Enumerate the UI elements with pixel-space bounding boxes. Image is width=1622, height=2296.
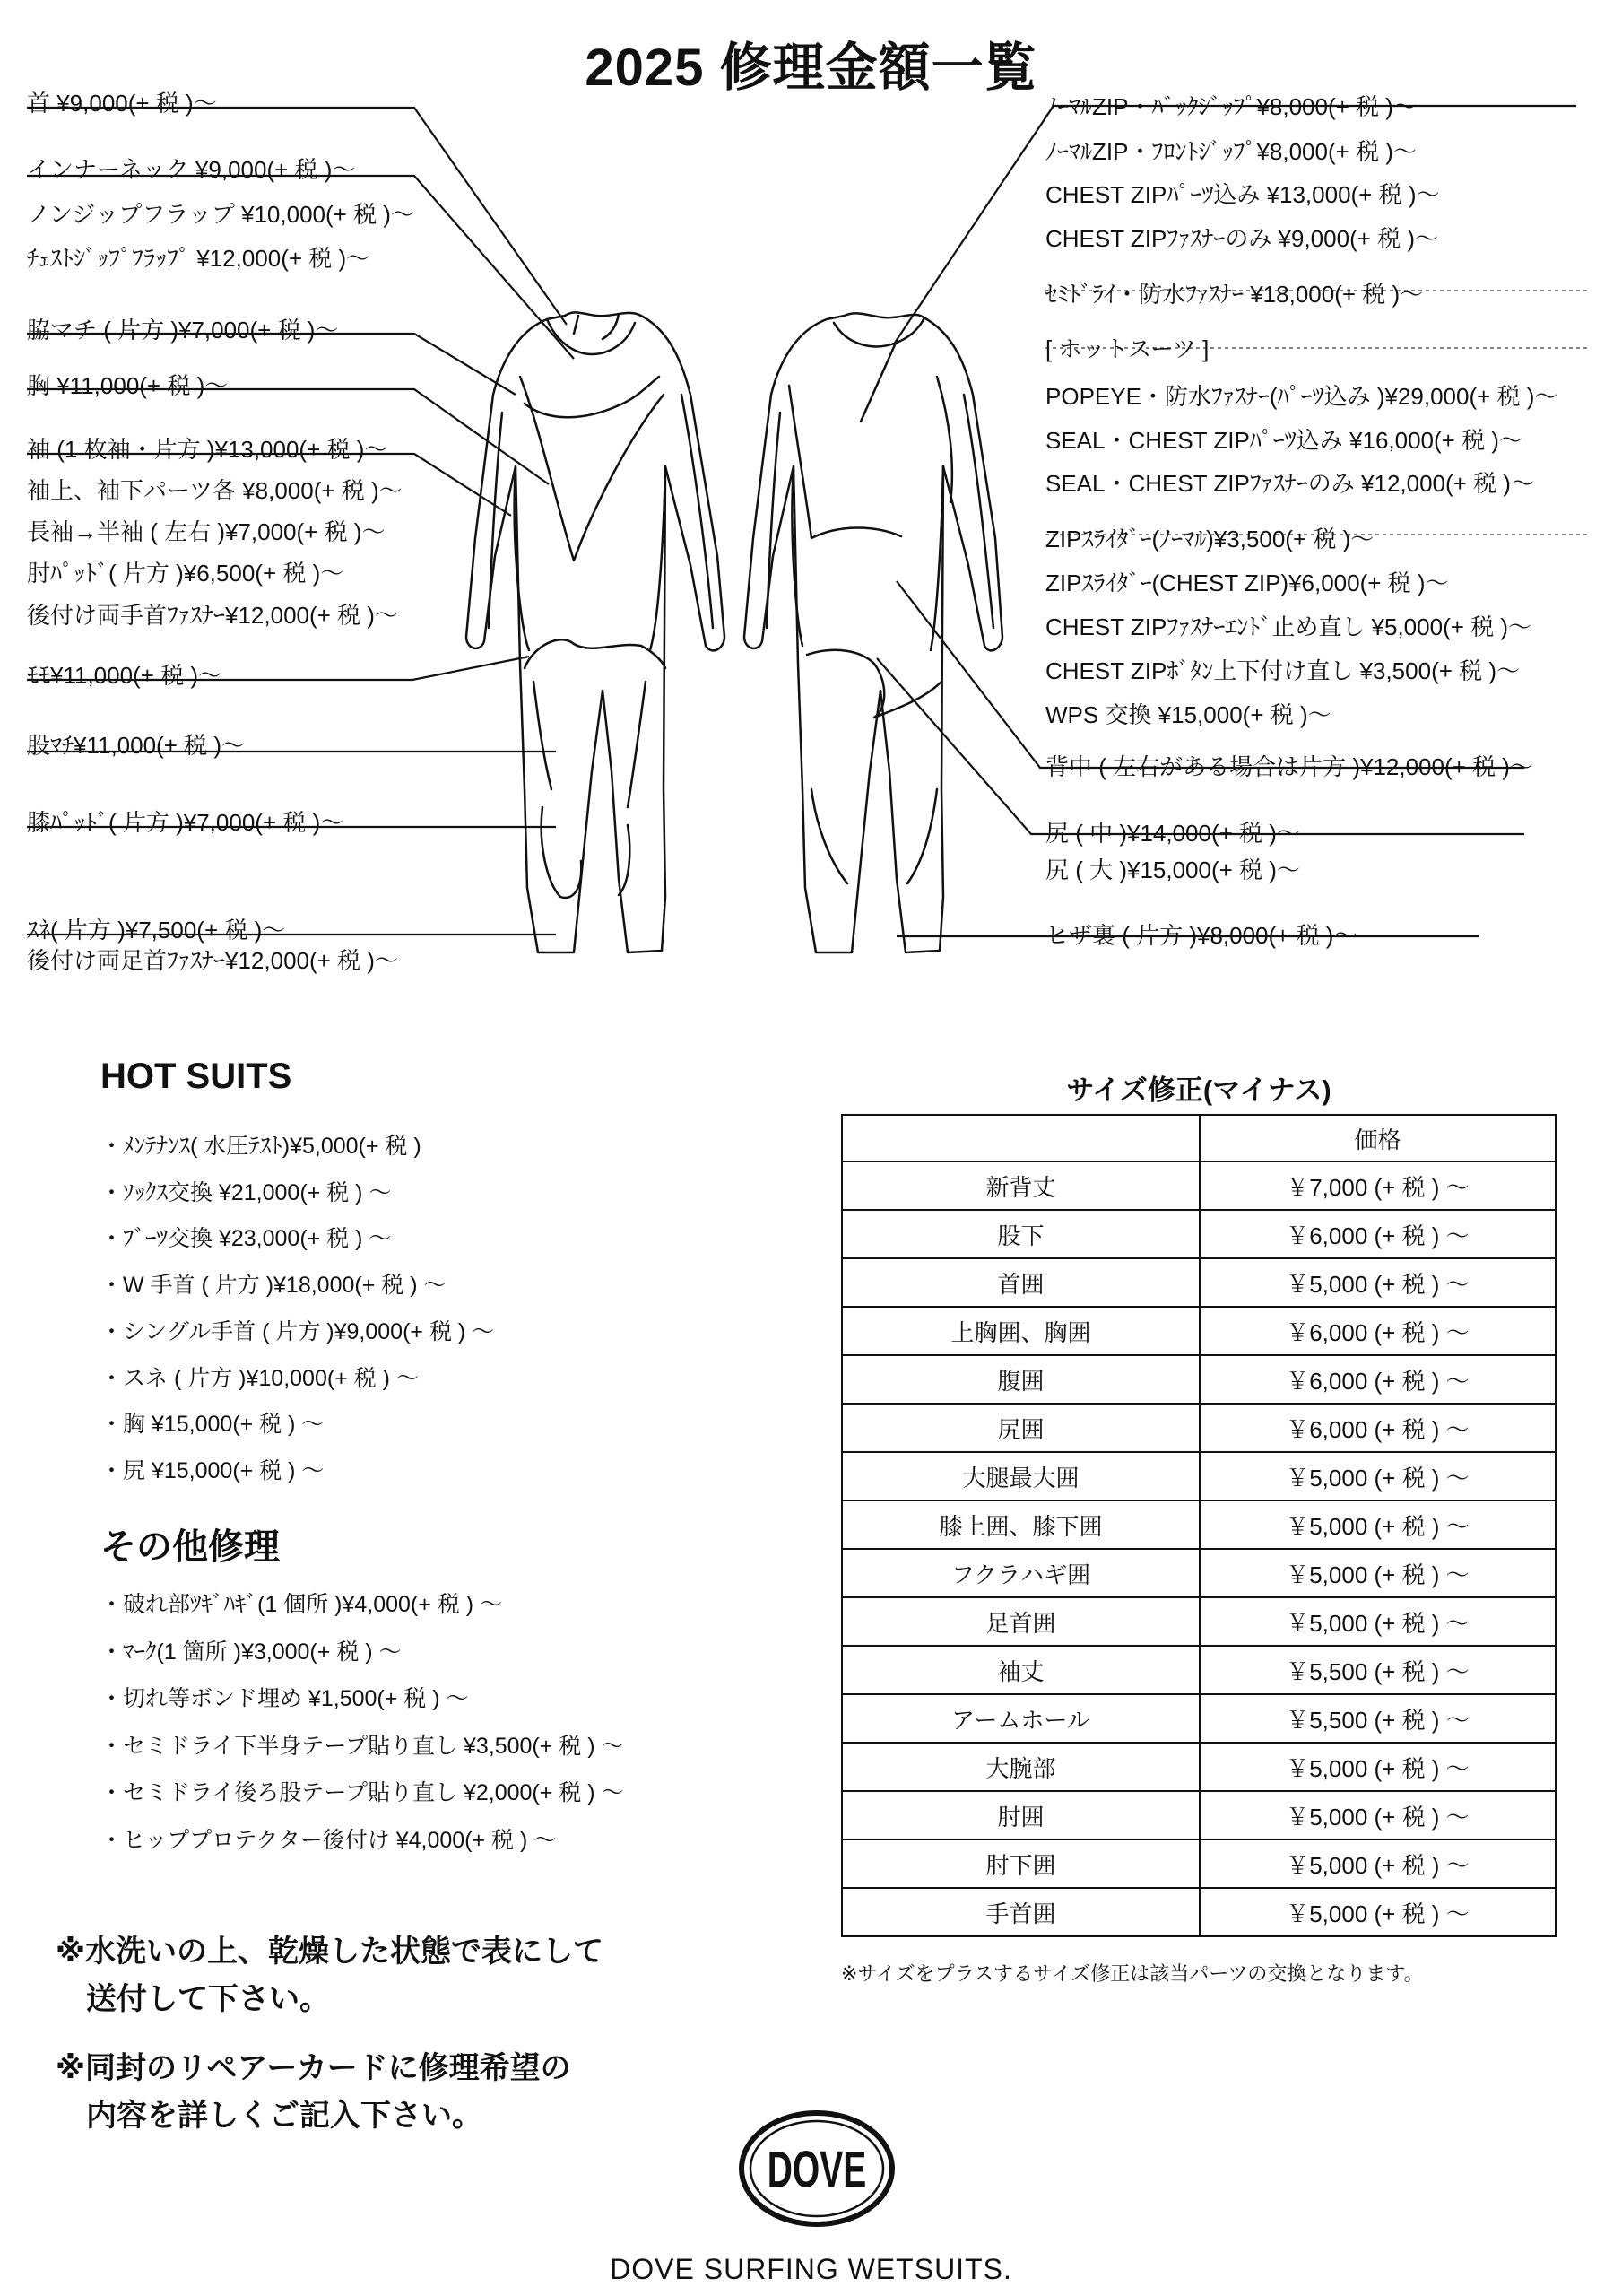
left-price-label: 股ﾏﾁ¥11,000(+ 税 )〜 — [27, 732, 246, 759]
left-price-label: 膝ﾊﾟｯﾄﾞ( 片方 )¥7,000(+ 税 )〜 — [27, 809, 344, 836]
left-price-label: ｽﾈ( 片方 )¥7,500(+ 税 )〜 — [27, 917, 286, 944]
size-table-row — [842, 1307, 1556, 1355]
size-table-row — [842, 1258, 1556, 1307]
left-price-label: 後付け両足首ﾌｧｽﾅｰ¥12,000(+ 税 )〜 — [27, 947, 398, 974]
note-2 — [56, 2045, 571, 2139]
note-1 — [56, 1928, 603, 2022]
size-table-row — [842, 1210, 1556, 1258]
right-price-label: ﾉｰﾏﾙZIP・ﾌﾛﾝﾄｼﾞｯﾌﾟ¥8,000(+ 税 )〜 — [1045, 138, 1417, 165]
right-price-label: [ ホットスーツ ] — [1045, 335, 1210, 362]
note-2-line2: 内容を詳しくご記入下さい。 — [56, 2098, 482, 2133]
right-price-label: POPEYE・防水ﾌｧｽﾅｰ(ﾊﾟｰﾂ込み )¥29,000(+ 税 )〜 — [1045, 383, 1558, 410]
size-table-header-price: 価格 — [1200, 1115, 1556, 1161]
size-table-part-cell: 大腿最大囲 — [842, 1452, 1200, 1500]
back-knee-panel — [811, 789, 937, 883]
hot-suits-title: HOT SUITS — [100, 1057, 292, 1096]
hot-suits-item: ・尻 ¥15,000(+ 税 ) 〜 — [100, 1457, 325, 1483]
size-table-part-cell: 首囲 — [842, 1258, 1200, 1307]
size-table-row — [842, 1839, 1556, 1888]
hot-suits-item: ・ﾒﾝﾃﾅﾝｽ( 水圧ﾃｽﾄ)¥5,000(+ 税 ) — [100, 1134, 421, 1159]
left-price-label: 長袖→半袖 ( 左右 )¥7,000(+ 税 )〜 — [27, 518, 386, 545]
brand-tagline: DOVE SURFING WETSUITS. — [610, 2253, 1012, 2285]
other-repairs-item: ・ヒッププロテクター後付け ¥4,000(+ 税 ) 〜 — [100, 1827, 557, 1853]
size-table-header — [842, 1115, 1556, 1161]
size-table-price-cell: ￥5,000 (+ 税 ) 〜 — [1200, 1597, 1556, 1646]
size-table-price-cell: ￥5,000 (+ 税 ) 〜 — [1200, 1743, 1556, 1791]
size-table-row — [842, 1888, 1556, 1936]
size-table-part-cell: 上胸囲、胸囲 — [842, 1307, 1200, 1355]
size-table-price-cell: ￥5,000 (+ 税 ) 〜 — [1200, 1452, 1556, 1500]
back-seat-panel — [807, 650, 941, 718]
front-chest-panel — [525, 377, 659, 417]
front-chest-v — [520, 377, 664, 561]
size-table-price-cell: ￥7,000 (+ 税 ) 〜 — [1200, 1161, 1556, 1210]
right-price-label: SEAL・CHEST ZIPﾌｧｽﾅｰのみ ¥12,000(+ 税 )〜 — [1045, 470, 1534, 497]
other-repairs-item: ・切れ等ボンド埋め ¥1,500(+ 税 ) 〜 — [100, 1686, 469, 1711]
size-table-price-cell: ￥5,500 (+ 税 ) 〜 — [1200, 1646, 1556, 1694]
left-price-label: 首 ¥9,000(+ 税 )〜 — [27, 90, 217, 117]
size-table-row — [842, 1597, 1556, 1646]
dotted-separators — [1045, 291, 1587, 535]
front-suit-outline — [466, 312, 724, 952]
right-price-label: ZIPｽﾗｲﾀﾞｰ(ﾉｰﾏﾙ)¥3,500(+ 税 )〜 — [1045, 526, 1375, 552]
size-table-price-cell: ￥5,000 (+ 税 ) 〜 — [1200, 1791, 1556, 1839]
right-price-label: 尻 ( 大 )¥15,000(+ 税 )〜 — [1045, 857, 1300, 883]
size-table-part-cell: 手首囲 — [842, 1888, 1200, 1936]
right-price-label: 背中 ( 左右がある場合は片方 )¥12,000(+ 税 )〜 — [1045, 753, 1533, 780]
note-2-line1: ※同封のリペアーカードに修理希望の — [56, 2051, 571, 2085]
size-table-part-cell: 尻囲 — [842, 1404, 1200, 1452]
size-table-part-cell: 肘囲 — [842, 1791, 1200, 1839]
back-arm-seam-l — [767, 413, 780, 628]
left-price-label: 脇マチ ( 片方 )¥7,000(+ 税 )〜 — [27, 317, 339, 344]
other-repairs-item: ・ﾏｰｸ(1 箇所 )¥3,000(+ 税 ) 〜 — [100, 1639, 402, 1665]
hot-suits-item: ・ﾌﾞｰﾂ交換 ¥23,000(+ 税 ) 〜 — [100, 1226, 392, 1252]
size-table-price-cell: ￥5,500 (+ 税 ) 〜 — [1200, 1694, 1556, 1743]
front-crotch-panel — [525, 639, 665, 668]
hot-suits-item: ・シングル手首 ( 片方 )¥9,000(+ 税 ) 〜 — [100, 1318, 495, 1344]
front-collar-flap — [574, 314, 619, 339]
hot-suits-item: ・ｿｯｸｽ交換 ¥21,000(+ 税 ) 〜 — [100, 1179, 392, 1205]
size-table-row — [842, 1646, 1556, 1694]
logo-wordmark: DOVE — [767, 2142, 867, 2199]
size-table-part-cell: 大腕部 — [842, 1743, 1200, 1791]
left-price-label: 袖 (1 枚袖・片方 )¥13,000(+ 税 )〜 — [27, 436, 388, 463]
size-table-row — [842, 1452, 1556, 1500]
size-table-row — [842, 1500, 1556, 1549]
front-knee-pad-l — [542, 807, 582, 898]
right-price-label: WPS 交換 ¥15,000(+ 税 )〜 — [1045, 701, 1331, 728]
right-price-label: ﾉｰﾏﾙZIP・ﾊﾞｯｸｼﾞｯﾌﾟ¥8,000(+ 税 )〜 — [1045, 93, 1417, 120]
back-zip-line — [861, 341, 897, 422]
hot-suits-item: ・胸 ¥15,000(+ 税 ) 〜 — [100, 1412, 325, 1438]
right-price-label: 尻 ( 中 )¥14,000(+ 税 )〜 — [1045, 820, 1300, 847]
left-price-label: 後付け両手首ﾌｧｽﾅｰ¥12,000(+ 税 )〜 — [27, 602, 398, 629]
size-table-part-cell: 足首囲 — [842, 1597, 1200, 1646]
size-table-price-cell: ￥6,000 (+ 税 ) 〜 — [1200, 1404, 1556, 1452]
left-price-label: ノンジップフラップ ¥10,000(+ 税 )〜 — [27, 201, 414, 228]
left-price-label: ﾁｪｽﾄｼﾞｯﾌﾟﾌﾗｯﾌﾟ ¥12,000(+ 税 )〜 — [27, 245, 370, 272]
other-repairs-item: ・破れ部ﾂｷﾞﾊｷﾞ(1 個所 )¥4,000(+ 税 ) 〜 — [100, 1592, 502, 1617]
size-table-price-cell: ￥5,000 (+ 税 ) 〜 — [1200, 1839, 1556, 1888]
left-price-label: 肘ﾊﾟｯﾄﾞ( 片方 )¥6,500(+ 税 )〜 — [27, 560, 344, 587]
left-price-label: 袖上、袖下パーツ各 ¥8,000(+ 税 )〜 — [27, 477, 403, 504]
size-table-row — [842, 1549, 1556, 1597]
note-1-line2: 送付して下さい。 — [56, 1981, 330, 2016]
other-repairs-title: その他修理 — [100, 1527, 280, 1567]
size-table-part-cell: 袖丈 — [842, 1646, 1200, 1694]
other-repairs-item: ・セミドライ後ろ股テープ貼り直し ¥2,000(+ 税 ) 〜 — [100, 1780, 624, 1805]
size-table-part-cell: 新背丈 — [842, 1161, 1200, 1210]
front-collar — [547, 319, 635, 354]
size-table-row — [842, 1161, 1556, 1210]
size-table-price-cell: ￥6,000 (+ 税 ) 〜 — [1200, 1210, 1556, 1258]
back-suit-outline — [744, 313, 1002, 952]
front-arm-seam-l — [489, 413, 502, 628]
size-table-price-cell: ￥5,000 (+ 税 ) 〜 — [1200, 1500, 1556, 1549]
size-table-price-cell: ￥5,000 (+ 税 ) 〜 — [1200, 1888, 1556, 1936]
dove-logo — [738, 2109, 896, 2228]
hot-suits-item: ・W 手首 ( 片方 )¥18,000(+ 税 ) 〜 — [100, 1273, 447, 1299]
back-side-panel — [792, 466, 943, 650]
note-1-line1: ※水洗いの上、乾燥した状態で表にして — [56, 1935, 604, 1969]
right-price-label: CHEST ZIPﾌｧｽﾅｰｴﾝﾄﾞ止め直し ¥5,000(+ 税 )〜 — [1045, 613, 1532, 640]
size-table-price-cell: ￥6,000 (+ 税 ) 〜 — [1200, 1307, 1556, 1355]
back-collar — [834, 319, 924, 346]
front-side-panel — [515, 466, 665, 650]
left-price-label: 胸 ¥11,000(+ 税 )〜 — [27, 372, 229, 399]
size-table-price-cell: ￥5,000 (+ 税 ) 〜 — [1200, 1258, 1556, 1307]
size-table-row — [842, 1355, 1556, 1404]
size-table-title: サイズ修正(マイナス) — [1066, 1074, 1331, 1106]
size-table — [841, 1114, 1557, 1937]
size-table-part-cell: 股下 — [842, 1210, 1200, 1258]
size-table-row — [842, 1404, 1556, 1452]
right-price-label: ｾﾐﾄﾞﾗｲ・防水ﾌｧｽﾅｰ ¥18,000(+ 税 )〜 — [1045, 281, 1424, 308]
size-table-row — [842, 1694, 1556, 1743]
size-table-part-cell: 肘下囲 — [842, 1839, 1200, 1888]
right-price-label: CHEST ZIPﾌｧｽﾅｰのみ ¥9,000(+ 税 )〜 — [1045, 225, 1439, 252]
size-table-part-cell: アームホール — [842, 1694, 1200, 1743]
size-table-part-cell: 膝上囲、膝下囲 — [842, 1500, 1200, 1549]
size-table-header-part — [842, 1115, 1200, 1161]
size-table-footnote: ※サイズをプラスするサイズ修正は該当パーツの交換となります。 — [841, 1962, 1424, 1985]
size-table-price-cell: ￥6,000 (+ 税 ) 〜 — [1200, 1355, 1556, 1404]
size-table-row — [842, 1791, 1556, 1839]
size-table-price-cell: ￥5,000 (+ 税 ) 〜 — [1200, 1549, 1556, 1597]
right-price-label: CHEST ZIPﾎﾞﾀﾝ上下付け直し ¥3,500(+ 税 )〜 — [1045, 657, 1521, 684]
right-price-label: ヒザ裏 ( 片方 )¥8,000(+ 税 )〜 — [1045, 922, 1357, 949]
left-price-label: インナーネック ¥9,000(+ 税 )〜 — [27, 156, 356, 183]
right-price-label: SEAL・CHEST ZIPﾊﾟｰﾂ込み ¥16,000(+ 税 )〜 — [1045, 427, 1522, 454]
other-repairs-item: ・セミドライ下半身テープ貼り直し ¥3,500(+ 税 ) 〜 — [100, 1733, 624, 1759]
size-table-part-cell: フクラハギ囲 — [842, 1549, 1200, 1597]
size-table-part-cell: 腹囲 — [842, 1355, 1200, 1404]
left-price-label: ﾓﾓ¥11,000(+ 税 )〜 — [27, 662, 222, 689]
hot-suits-item: ・スネ ( 片方 )¥10,000(+ 税 ) 〜 — [100, 1365, 419, 1391]
page-title: 2025 修理金額一覧 — [585, 39, 1037, 97]
right-price-label: ZIPｽﾗｲﾀﾞｰ(CHEST ZIP)¥6,000(+ 税 )〜 — [1045, 570, 1449, 596]
right-price-label: CHEST ZIPﾊﾟｰﾂ込み ¥13,000(+ 税 )〜 — [1045, 181, 1440, 208]
size-table-row — [842, 1743, 1556, 1791]
